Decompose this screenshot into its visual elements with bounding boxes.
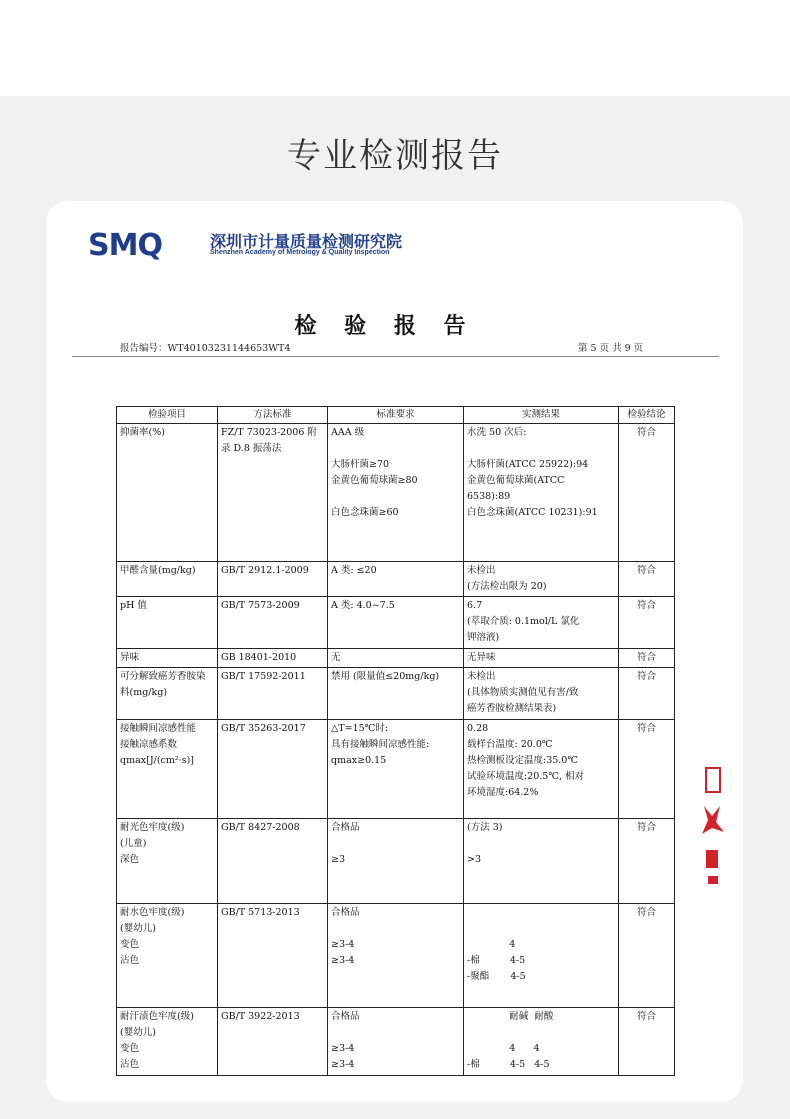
cell-line: 钾溶液) xyxy=(467,632,500,643)
cell-line xyxy=(467,921,615,937)
cell-line: 变色 xyxy=(120,1043,140,1054)
cell-line: 试验环境温度:20.5℃, 相对 xyxy=(467,771,585,782)
row-result-cell xyxy=(464,904,619,1008)
cell-line: 甲醛含量(mg/kg) xyxy=(120,565,196,576)
cell-line: 金黄色葡萄球菌≥80 xyxy=(331,475,418,486)
column-header-result: 实测结果 xyxy=(464,407,619,424)
row-requirement-cell xyxy=(328,1008,464,1076)
cell-line: A 类: 4.0~7.5 xyxy=(331,600,395,611)
cell-line: 禁用 (限量值≤20mg/kg) xyxy=(331,671,440,682)
table-row xyxy=(117,649,675,668)
cell-line: 合格品 xyxy=(331,822,360,833)
red-seal-stamp xyxy=(698,762,726,892)
cell-line: ≥3-4 xyxy=(331,1043,355,1054)
cell-line: 6.7 xyxy=(467,600,483,611)
cell-line: qmax[J/(cm²·s)] xyxy=(120,755,194,766)
table-row xyxy=(117,668,675,720)
cell-line: 金黄色葡萄球菌(ATCC xyxy=(467,475,565,486)
cell-line: 癌芳香胺检测结果表) xyxy=(467,703,557,714)
inspection-results-table xyxy=(116,406,675,1076)
cell-line: 合格品 xyxy=(331,907,360,918)
row-result-cell xyxy=(464,819,619,904)
cell-line: 白色念珠菌≥60 xyxy=(331,507,399,518)
cell-line: 具有接触瞬间凉感性能: xyxy=(331,739,430,750)
cell-line: (方法检出限为 20) xyxy=(467,581,547,592)
cell-line: ≥3 xyxy=(331,854,346,865)
cell-line xyxy=(331,1025,460,1041)
cell-line: 热检测板设定温度:35.0℃ xyxy=(467,755,578,766)
column-header-requirement: 标准要求 xyxy=(328,407,464,424)
cell-line: GB/T 2912.1-2009 xyxy=(221,565,309,576)
column-header-item: 检验项目 xyxy=(117,407,218,424)
row-conclusion-cell: 符合 xyxy=(619,597,675,649)
logo-mark: SMQ xyxy=(88,228,162,263)
row-conclusion-cell: 符合 xyxy=(619,720,675,819)
report-number-value: WT40103231144653WT4 xyxy=(167,343,291,354)
cell-line: 接触瞬间凉感性能 xyxy=(120,723,197,734)
row-result-cell xyxy=(464,668,619,720)
row-requirement-cell xyxy=(328,819,464,904)
cell-line: 沾色 xyxy=(120,1059,140,1070)
row-method-cell xyxy=(218,720,328,819)
organization-logo xyxy=(88,226,428,266)
row-item-cell xyxy=(117,904,218,1008)
cell-line: 白色念珠菌(ATCC 10231):91 xyxy=(467,507,598,518)
row-method-cell xyxy=(218,424,328,562)
cell-line xyxy=(467,905,615,921)
table-header-row xyxy=(117,407,675,424)
row-conclusion-cell: 符合 xyxy=(619,424,675,562)
report-number xyxy=(120,340,290,354)
cell-line xyxy=(331,921,460,937)
row-result-cell xyxy=(464,1008,619,1076)
cell-line: GB/T 5713-2013 xyxy=(221,907,300,918)
table-row xyxy=(117,720,675,819)
table-row xyxy=(117,562,675,597)
cell-line xyxy=(467,441,615,457)
report-title: 检 验 报 告 xyxy=(294,314,476,339)
header-divider xyxy=(72,356,719,357)
cell-line: 载样台温度: 20.0℃ xyxy=(467,739,553,750)
table-body xyxy=(117,424,675,1076)
cell-line: -棉 4-5 xyxy=(467,955,526,966)
cell-line: -聚酯 4-5 xyxy=(467,971,526,982)
row-item-cell xyxy=(117,562,218,597)
cell-line: 耐水色牢度(级) xyxy=(120,907,185,918)
cell-line: 环境湿度:64.2% xyxy=(467,787,539,798)
cell-line: ≥3-4 xyxy=(331,955,355,966)
cell-line: (儿童) xyxy=(120,838,147,849)
row-result-cell xyxy=(464,649,619,668)
row-requirement-cell xyxy=(328,904,464,1008)
row-conclusion-cell: 符合 xyxy=(619,1008,675,1076)
report-number-label: 报告编号： xyxy=(120,343,168,354)
cell-line: 未检出 xyxy=(467,565,496,576)
row-item-cell xyxy=(117,819,218,904)
cell-line: GB/T 35263-2017 xyxy=(221,723,306,734)
column-header-method: 方法标准 xyxy=(218,407,328,424)
row-conclusion-cell: 符合 xyxy=(619,904,675,1008)
cell-line: 深色 xyxy=(120,854,140,865)
row-conclusion-cell: 符合 xyxy=(619,562,675,597)
table-row xyxy=(117,1008,675,1076)
cell-line: 耐碱 耐酸 xyxy=(467,1011,554,1022)
cell-line: FZ/T 73023-2006 附 xyxy=(221,427,317,438)
row-requirement-cell xyxy=(328,424,464,562)
cell-line: 可分解致癌芳香胺染 xyxy=(120,671,206,682)
cell-line: 异味 xyxy=(120,652,140,663)
row-method-cell xyxy=(218,1008,328,1076)
cell-line: GB/T 7573-2009 xyxy=(221,600,300,611)
cell-line: ≥3-4 xyxy=(331,1059,355,1070)
cell-line: 录 D.8 振荡法 xyxy=(221,443,282,454)
cell-line: 水洗 50 次后: xyxy=(467,427,527,438)
cell-line xyxy=(331,441,460,457)
row-item-cell xyxy=(117,649,218,668)
row-result-cell xyxy=(464,597,619,649)
row-result-cell xyxy=(464,562,619,597)
row-conclusion-cell: 符合 xyxy=(619,649,675,668)
row-item-cell xyxy=(117,1008,218,1076)
cell-line: AAA 级 xyxy=(331,427,365,438)
row-item-cell xyxy=(117,720,218,819)
cell-line: 0.28 xyxy=(467,723,489,734)
row-method-cell xyxy=(218,649,328,668)
cell-line: A 类: ≤20 xyxy=(331,565,377,576)
cell-line: 沾色 xyxy=(120,955,140,966)
cell-line: 耐汗渍色牢度(级) xyxy=(120,1011,194,1022)
cell-line: pH 值 xyxy=(120,600,147,611)
row-conclusion-cell: 符合 xyxy=(619,668,675,720)
row-item-cell xyxy=(117,597,218,649)
row-method-cell xyxy=(218,597,328,649)
cell-line: 变色 xyxy=(120,939,140,950)
row-item-cell xyxy=(117,668,218,720)
cell-line xyxy=(467,1025,615,1041)
cell-line: 合格品 xyxy=(331,1011,360,1022)
table-row xyxy=(117,424,675,562)
cell-line: 大肠杆菌≥70 xyxy=(331,459,390,470)
cell-line: 4 xyxy=(467,939,516,950)
cell-line: 4 4 xyxy=(467,1043,540,1054)
row-result-cell xyxy=(464,720,619,819)
seal-marks xyxy=(702,768,724,884)
page-indicator: 第 5 页 共 9 页 xyxy=(578,343,644,354)
cell-line: (婴幼儿) xyxy=(120,1027,156,1038)
row-requirement-cell xyxy=(328,597,464,649)
cell-line: 抑菌率(%) xyxy=(120,427,165,438)
cell-line: >3 xyxy=(467,854,482,865)
table-row xyxy=(117,904,675,1008)
row-requirement-cell xyxy=(328,668,464,720)
row-method-cell xyxy=(218,904,328,1008)
organization-name-en: Shenzhen Academy of Metrology & Quality Inspection xyxy=(210,249,390,256)
cell-line: GB/T 3922-2013 xyxy=(221,1011,300,1022)
cell-line xyxy=(331,836,460,852)
cell-line: 无 xyxy=(331,652,341,663)
cell-line: (方法 3) xyxy=(467,822,503,833)
cell-line: ≥3-4 xyxy=(331,939,355,950)
row-requirement-cell xyxy=(328,649,464,668)
row-method-cell xyxy=(218,562,328,597)
cell-line: -棉 4-5 4-5 xyxy=(467,1059,550,1070)
column-header-conclusion: 检验结论 xyxy=(619,407,675,424)
cell-line xyxy=(331,489,460,505)
table-row xyxy=(117,819,675,904)
table-row xyxy=(117,597,675,649)
cell-line: 料(mg/kg) xyxy=(120,687,168,698)
cell-line: (萃取介质: 0.1mol/L 氯化 xyxy=(467,616,580,627)
cell-line xyxy=(467,836,615,852)
section-title: 专业检测报告 xyxy=(287,136,503,176)
row-conclusion-cell: 符合 xyxy=(619,819,675,904)
cell-line: (具体物质实测值见有害/致 xyxy=(467,687,579,698)
cell-line: GB/T 8427-2008 xyxy=(221,822,300,833)
cell-line: GB 18401-2010 xyxy=(221,652,297,663)
row-result-cell xyxy=(464,424,619,562)
cell-line: (婴幼儿) xyxy=(120,923,156,934)
row-method-cell xyxy=(218,819,328,904)
cell-line: 接触凉感系数 xyxy=(120,739,178,750)
cell-line: qmax≥0.15 xyxy=(331,755,387,766)
cell-line: △T=15℃时: xyxy=(331,723,389,734)
row-item-cell xyxy=(117,424,218,562)
cell-line: 大肠杆菌(ATCC 25922):94 xyxy=(467,459,589,470)
cell-line: 6538):89 xyxy=(467,491,511,502)
row-requirement-cell xyxy=(328,562,464,597)
row-requirement-cell xyxy=(328,720,464,819)
cell-line: 耐光色牢度(级) xyxy=(120,822,185,833)
row-method-cell xyxy=(218,668,328,720)
organization-name-cn: 深圳市计量质量检测研究院 xyxy=(210,232,403,251)
cell-line: 无异味 xyxy=(467,652,496,663)
cell-line: GB/T 17592-2011 xyxy=(221,671,306,682)
cell-line: 未检出 xyxy=(467,671,496,682)
